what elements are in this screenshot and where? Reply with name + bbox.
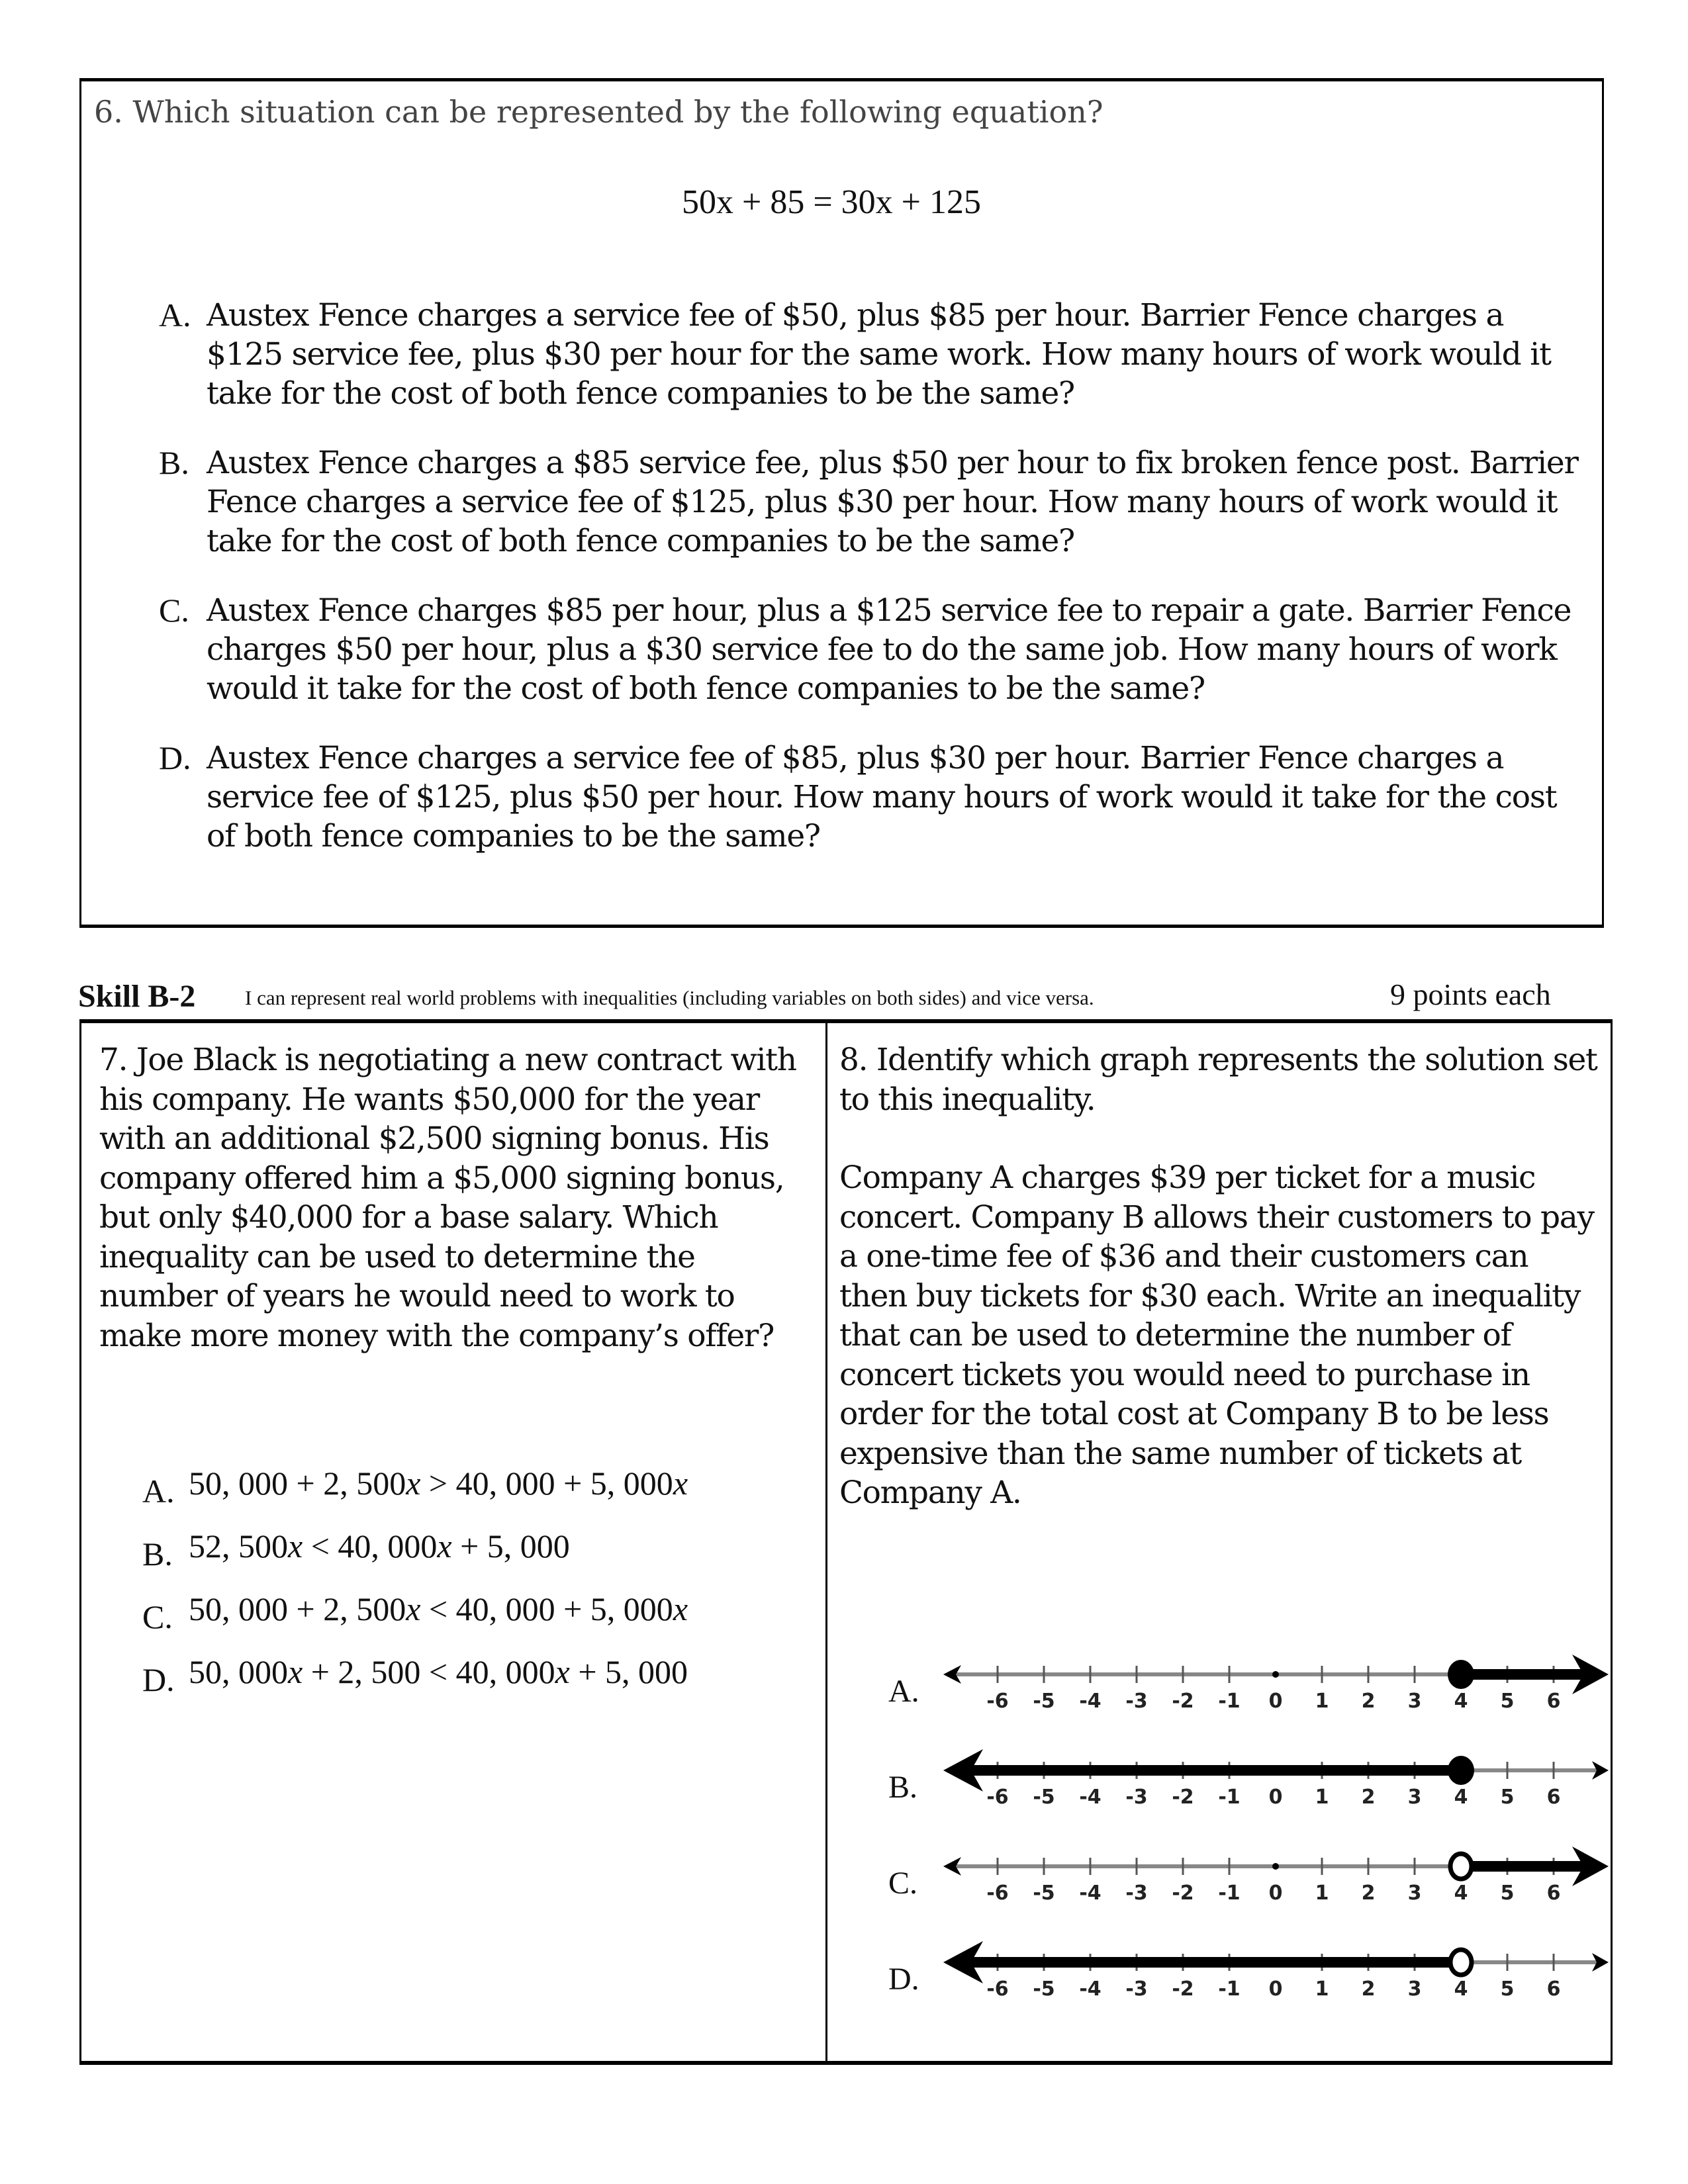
open-circle-icon	[1450, 1950, 1472, 1975]
tick-label: -3	[1125, 1690, 1148, 1713]
points-label: 9 points each	[1390, 978, 1551, 1011]
tick-label: -4	[1079, 1978, 1102, 2001]
tick-label: -3	[1125, 1978, 1148, 2001]
tick-label: 1	[1315, 1882, 1329, 1905]
tick-label: -5	[1033, 1882, 1055, 1905]
tick-label: -6	[986, 1786, 1009, 1809]
q7-option-d[interactable]	[142, 1653, 688, 1698]
tick-label: 0	[1268, 1882, 1283, 1905]
tick-label: -6	[986, 1690, 1009, 1713]
tick-label: 0	[1268, 1786, 1283, 1809]
expr-part: < 40, 000	[303, 1527, 438, 1565]
tick-label: 3	[1407, 1690, 1422, 1713]
tick-label: -6	[986, 1882, 1009, 1905]
closed-dot-icon	[1448, 1660, 1474, 1689]
variable: x	[673, 1465, 688, 1502]
tick-label: 5	[1500, 1786, 1515, 1809]
expr-part: < 40, 000 + 5, 000	[420, 1590, 673, 1627]
option-letter: C.	[142, 1598, 173, 1635]
tick-label: -5	[1033, 1690, 1055, 1713]
tick-label: -4	[1079, 1882, 1102, 1905]
expr-part: 52, 500	[189, 1527, 288, 1565]
tick-label: -3	[1125, 1786, 1148, 1809]
tick-label: 3	[1407, 1786, 1422, 1809]
expr-part: > 40, 000 + 5, 000	[420, 1465, 673, 1502]
expr-part: + 5, 000	[451, 1527, 570, 1565]
tick-label: -1	[1218, 1882, 1241, 1905]
open-circle-icon	[1450, 1854, 1472, 1879]
origin-dot	[1272, 1863, 1279, 1870]
question-7-prompt: 7. Joe Black is negotiating a new contract with his company. He wants $50,000 for the year with an additional $2,500 signing bonus. His company offered him a $5,000 signing bonus, but only $40,000 for a base salary. Which inequality can be used to determine the number of years he would need to work to make more money with the company’s offer?	[99, 1042, 796, 1354]
question-6-prompt: 6. Which situation can be represented by the following equation?	[94, 94, 1103, 130]
variable: x	[288, 1653, 303, 1690]
variable: x	[673, 1590, 688, 1627]
tick-label: 2	[1361, 1882, 1376, 1905]
question-8-prompt: 8. Identify which graph represents the solution set to this inequality.	[839, 1042, 1597, 1118]
variable: x	[406, 1590, 421, 1627]
tick-label: -2	[1172, 1978, 1194, 2001]
tick-label: 5	[1500, 1978, 1515, 2001]
equation-text: 50x + 85 = 30x + 125	[682, 183, 981, 221]
skill-description: I can represent real world problems with inequalities (including variables on both sides) and vice versa.	[245, 986, 1094, 1009]
q7-option-b[interactable]	[142, 1527, 570, 1572]
q8-number-line-c[interactable]	[940, 1833, 1615, 1913]
option-text: Austex Fence charges a $85 service fee, plus $50 per hour to fix broken fence post. Barrier Fence charges a service fee of $125, plus $30 per hour. How many hours of work would it take for the cost of both fence companies to be the same?	[207, 445, 1578, 559]
variable: x	[555, 1653, 570, 1690]
tick-label: 2	[1361, 1786, 1376, 1809]
tick-label: -2	[1172, 1786, 1194, 1809]
q6-option-a[interactable]	[159, 296, 1582, 413]
tick-label: -1	[1218, 1690, 1241, 1713]
tick-label: 1	[1315, 1690, 1329, 1713]
tick-label: -6	[986, 1978, 1009, 2001]
option-letter: B.	[159, 444, 189, 481]
option-text: Austex Fence charges a service fee of $50, plus $85 per hour. Barrier Fence charges a $125 service fee, plus $30 per hour for the same work. How many hours of work would it take for the cost of both fence companies to be the same?	[207, 297, 1551, 412]
tick-label: 0	[1268, 1978, 1283, 2001]
tick-label: 5	[1500, 1882, 1515, 1905]
tick-label: 6	[1546, 1690, 1561, 1713]
tick-label: 4	[1454, 1882, 1468, 1905]
expr-part: + 5, 000	[569, 1653, 688, 1690]
expr-part: 50, 000 + 2, 500	[189, 1465, 406, 1502]
tick-label: 6	[1546, 1882, 1561, 1905]
option-letter: A.	[142, 1473, 175, 1510]
expr-part: + 2, 500 < 40, 000	[303, 1653, 555, 1690]
option-text: Austex Fence charges $85 per hour, plus a $125 service fee to repair a gate. Barrier Fence charges $50 per hour, plus a $30 service fee to do the same job. How many hours of work would it take for the cost of both fence companies to be the same?	[207, 592, 1571, 707]
option-letter: D.	[159, 739, 191, 776]
tick-label: 4	[1454, 1690, 1468, 1713]
question-8	[839, 1040, 1601, 1513]
q8-option-d-letter: D.	[888, 1962, 919, 1997]
tick-label: 6	[1546, 1786, 1561, 1809]
q8-number-line-d[interactable]	[940, 1929, 1615, 2009]
tick-label: 2	[1361, 1690, 1376, 1713]
tick-label: -2	[1172, 1690, 1194, 1713]
tick-label: 6	[1546, 1978, 1561, 2001]
closed-dot-icon	[1448, 1756, 1474, 1785]
q8-option-a-letter: A.	[888, 1674, 919, 1709]
variable: x	[437, 1527, 452, 1565]
tick-label: 4	[1454, 1786, 1468, 1809]
q7-option-a[interactable]	[142, 1464, 688, 1510]
tick-label: -5	[1033, 1786, 1055, 1809]
q8-number-line-b[interactable]	[940, 1737, 1615, 1817]
expr-part: 50, 000	[189, 1653, 288, 1690]
tick-label: 2	[1361, 1978, 1376, 2001]
tick-label: 0	[1268, 1690, 1283, 1713]
expr-part: 50, 000 + 2, 500	[189, 1590, 406, 1627]
option-letter: C.	[159, 592, 189, 629]
option-text: Austex Fence charges a service fee of $85, plus $30 per hour. Barrier Fence charges a service fee of $125, plus $50 per hour. How many hours of work would it take for the cost of both fence companies to be the same?	[207, 740, 1557, 854]
q7-option-c[interactable]	[142, 1590, 688, 1635]
option-letter: B.	[142, 1535, 173, 1572]
variable: x	[288, 1527, 303, 1565]
tick-label: -4	[1079, 1690, 1102, 1713]
tick-label: -4	[1079, 1786, 1102, 1809]
option-letter: A.	[159, 296, 191, 334]
q6-option-b[interactable]	[159, 443, 1582, 561]
q6-option-d[interactable]	[159, 739, 1582, 856]
tick-label: -1	[1218, 1786, 1241, 1809]
tick-label: 4	[1454, 1978, 1468, 2001]
option-letter: D.	[142, 1661, 175, 1698]
tick-label: 5	[1500, 1690, 1515, 1713]
tick-label: -3	[1125, 1882, 1148, 1905]
tick-label: 1	[1315, 1978, 1329, 2001]
tick-label: -1	[1218, 1978, 1241, 2001]
q6-option-c[interactable]	[159, 591, 1582, 708]
origin-dot	[1272, 1671, 1279, 1678]
column-divider	[825, 1019, 827, 2065]
q8-number-line-a[interactable]	[940, 1641, 1615, 1721]
tick-label: 3	[1407, 1882, 1422, 1905]
skill-title: Skill B-2	[78, 979, 196, 1014]
variable: x	[406, 1465, 421, 1502]
tick-label: 1	[1315, 1786, 1329, 1809]
tick-label: 3	[1407, 1978, 1422, 2001]
question-6-equation	[682, 183, 981, 222]
tick-label: -5	[1033, 1978, 1055, 2001]
question-8-scenario: Company A charges $39 per ticket for a music concert. Company B allows their customers to pay a one-time fee of $36 and their customers can then buy tickets for $30 each. Write an inequality that can be used to determine the number of concert tickets you would need to purchase in order for the total cost at Company B to be less expensive than the same number of tickets at Company A.	[839, 1160, 1594, 1511]
q8-option-c-letter: C.	[888, 1866, 918, 1901]
q8-option-b-letter: B.	[888, 1770, 918, 1805]
tick-label: -2	[1172, 1882, 1194, 1905]
